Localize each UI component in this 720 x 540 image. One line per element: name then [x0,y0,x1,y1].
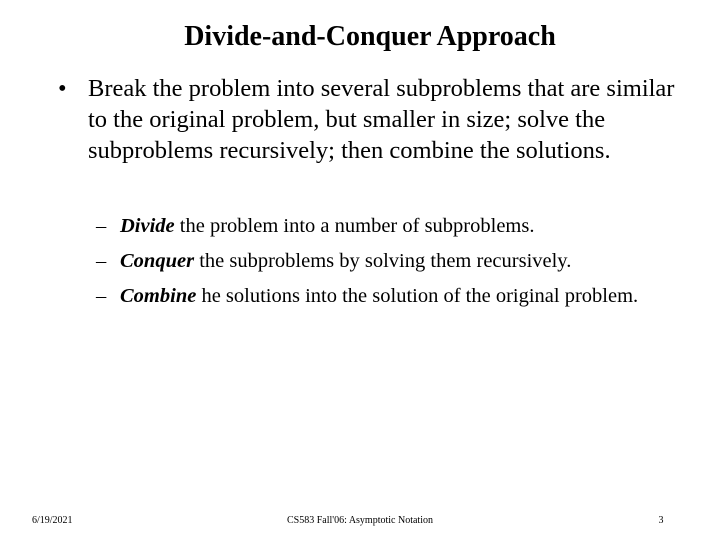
sub-bullet-list [96,213,676,318]
sub-item-divide [96,213,676,239]
sub-item-text: the problem into a number of subproblems. [174,215,535,237]
sub-item-text: he solutions into the solution of the original problem. [196,285,639,307]
sub-item-conquer [96,248,676,274]
dash-marker: – [96,250,107,272]
sub-item-text: the subproblems by solving them recursively. [194,250,572,272]
footer-date: 6/19/2021 [32,515,73,526]
bullet-text: Break the problem into several subproblems that are similar to the original problem, but smaller in size; solve the subproblems recursively; then combine the solutions. [88,75,675,164]
footer-course: CS583 Fall'06: Asymptotic Notation [287,515,433,526]
dash-marker: – [96,285,107,307]
term-combine: Combine [120,285,197,307]
footer-page-number: 3 [658,515,664,526]
term-conquer: Conquer [120,250,195,272]
slide-title: Divide-and-Conquer Approach [184,21,556,52]
dash-marker: – [96,215,107,237]
sub-item-combine [96,283,676,309]
bullet-marker: • [58,75,67,102]
term-divide: Divide [120,215,175,237]
